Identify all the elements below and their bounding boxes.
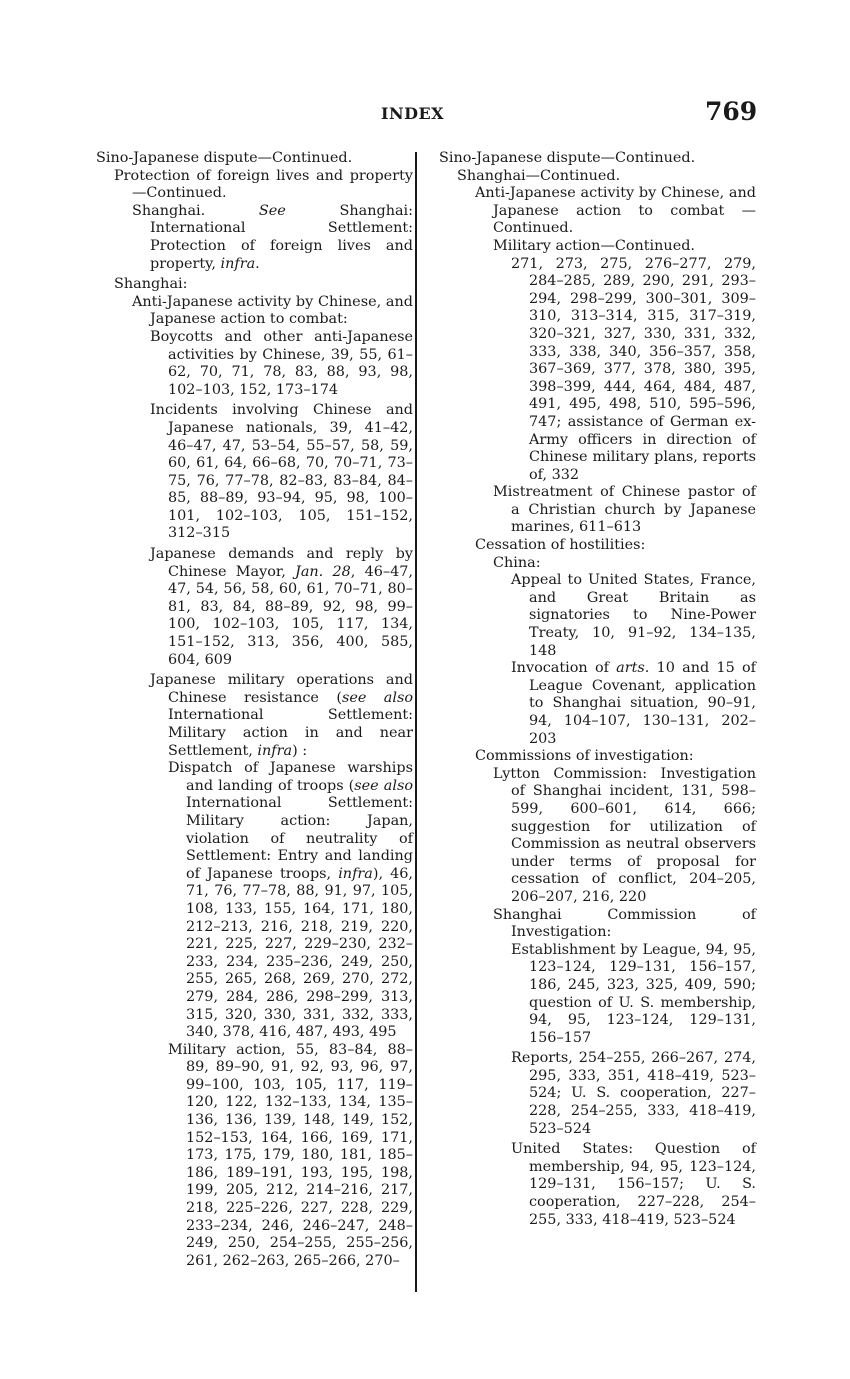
index-column-right	[421, 150, 756, 1229]
index-entry: Military action—Continued.	[493, 237, 696, 254]
running-header-title: INDEX	[381, 104, 445, 123]
index-entry: Mistreatment of Chinese pastor of a Christian church by Japanese marines, 611–613	[493, 484, 756, 536]
index-entry: Cessation of hostilities:	[475, 537, 646, 554]
index-entry: Lytton Commission: Investigation of Shanghai incident, 131, 598–599, 600–601, 614, 666; suggestion for utilization of Commission as neutral observers under terms of proposal for cessation of conflict, 204–205, 206–207, 216, 220	[493, 765, 756, 905]
index-entry: Protection of foreign lives and property—Continued.	[114, 167, 413, 202]
index-entry: Boycotts and other anti-Japanese activities by Chinese, 39, 55, 61–62, 70, 71, 78, 83, 88, 93, 98, 102–103, 152, 173–174	[150, 328, 413, 398]
index-entry: Reports, 254–255, 266–267, 274, 295, 333, 351, 418–419, 523–524; U. S. cooperation, 227–228, 254–255, 333, 418–419, 523–524	[511, 1050, 756, 1137]
index-entry: Sino-Japanese dispute—Continued.	[439, 150, 696, 166]
index-entry: Invocation of arts. 10 and 15 of League Covenant, application to Shanghai situation, 90–91, 94, 104–107, 130–131, 202–203	[511, 660, 756, 747]
index-entry: Dispatch of Japanese warships and landing of troops (see also International Settlement: Military action: Japan, violation of neutrality of Settlement: Entry and landing of Japanese troops, infra), 46, 71, 76, 77–78, 88, 91, 97, 105, 108, 133, 155, 164, 171, 180, 212–213, 216, 218, 219, 220, 221, 225, 227, 229–230, 232–233, 234, 235–236, 249, 250, 255, 265, 268, 269, 270, 272, 279, 284, 286, 298–299, 313, 315, 320, 330, 331, 332, 333, 340, 378, 416, 487, 493, 495	[168, 760, 414, 1041]
index-entry: Shanghai:	[114, 276, 188, 293]
index-entry: China:	[493, 554, 541, 571]
index-entry: Military action, 55, 83–84, 88–89, 89–90, 91, 92, 93, 96, 97, 99–100, 103, 105, 117, 119–120, 122, 132–133, 134, 135–136, 136, 139, 148, 149, 152, 152–153, 164, 166, 169, 171, 173, 175, 179, 180, 181, 185–186, 189–191, 193, 195, 198, 199, 205, 212, 214–216, 217, 218, 225–226, 227, 228, 229, 233–234, 246, 246–247, 248–249, 250, 254–255, 255–256, 261, 262–263, 265–266, 270–	[168, 1041, 413, 1269]
index-entry: Japanese demands and reply by Chinese Mayor, Jan. 28, 46–47, 47, 54, 56, 58, 60, 61, 70–71, 80–81, 83, 84, 88–89, 92, 98, 99–100, 102–103, 105, 117, 134, 151–152, 313, 356, 400, 585, 604, 609	[150, 546, 414, 668]
index-entry: Establishment by League, 94, 95, 123–124, 129–131, 156–157, 186, 245, 323, 325, 409, 590; question of U. S. membership, 94, 95, 123–124, 129–131, 156–157	[511, 941, 756, 1046]
index-entry: United States: Question of membership, 94, 95, 123–124, 129–131, 156–157; U. S. cooperation, 227–228, 254–255, 333, 418–419, 523–524	[511, 1141, 756, 1228]
index-entry: Japanese military operations and Chinese resistance (see also International Settlement: Military action in and near Settlement, infra) :	[150, 672, 413, 759]
column-divider	[415, 152, 417, 1292]
page-number: 769	[705, 97, 758, 126]
index-column-left	[78, 150, 413, 1270]
index-entry: Shanghai. See Shanghai: International Settlement: Protection of foreign lives and property, infra.	[132, 202, 413, 272]
index-entry: Anti-Japanese activity by Chinese, and Japanese action to combat:	[132, 293, 413, 328]
index-entry: Shanghai Commission of Investigation:	[493, 906, 756, 941]
index-entry: Appeal to United States, France, and Great Britain as signatories to Nine-Power Treaty, 10, 91–92, 134–135, 148	[511, 572, 756, 659]
index-entry: 271, 273, 275, 276–277, 279, 284–285, 289, 290, 291, 293–294, 298–299, 300–301, 309–310, 313–314, 315, 317–319, 320–321, 327, 330, 331, 332, 333, 338, 340, 356–357, 358, 367–369, 377, 378, 380, 395, 398–399, 444, 464, 484, 487, 491, 495, 498, 510, 595–596, 747; assistance of German ex-Army officers in direction of Chinese military plans, reports of, 332	[511, 255, 756, 483]
index-entry: Commissions of investigation:	[475, 748, 694, 765]
index-entry: Anti-Japanese activity by Chinese, and Japanese action to combat —Continued.	[475, 185, 756, 237]
index-entry: Shanghai—Continued.	[457, 167, 621, 184]
index-entry: Sino-Japanese dispute—Continued.	[96, 150, 353, 166]
index-entry: Incidents involving Chinese and Japanese nationals, 39, 41–42, 46–47, 47, 53–54, 55–57, 58, 59, 60, 61, 64, 66–68, 70, 70–71, 73–75, 76, 77–78, 82–83, 83–84, 84–85, 88–89, 93–94, 95, 98, 100–101, 102–103, 105, 151–152, 312–315	[150, 402, 413, 542]
